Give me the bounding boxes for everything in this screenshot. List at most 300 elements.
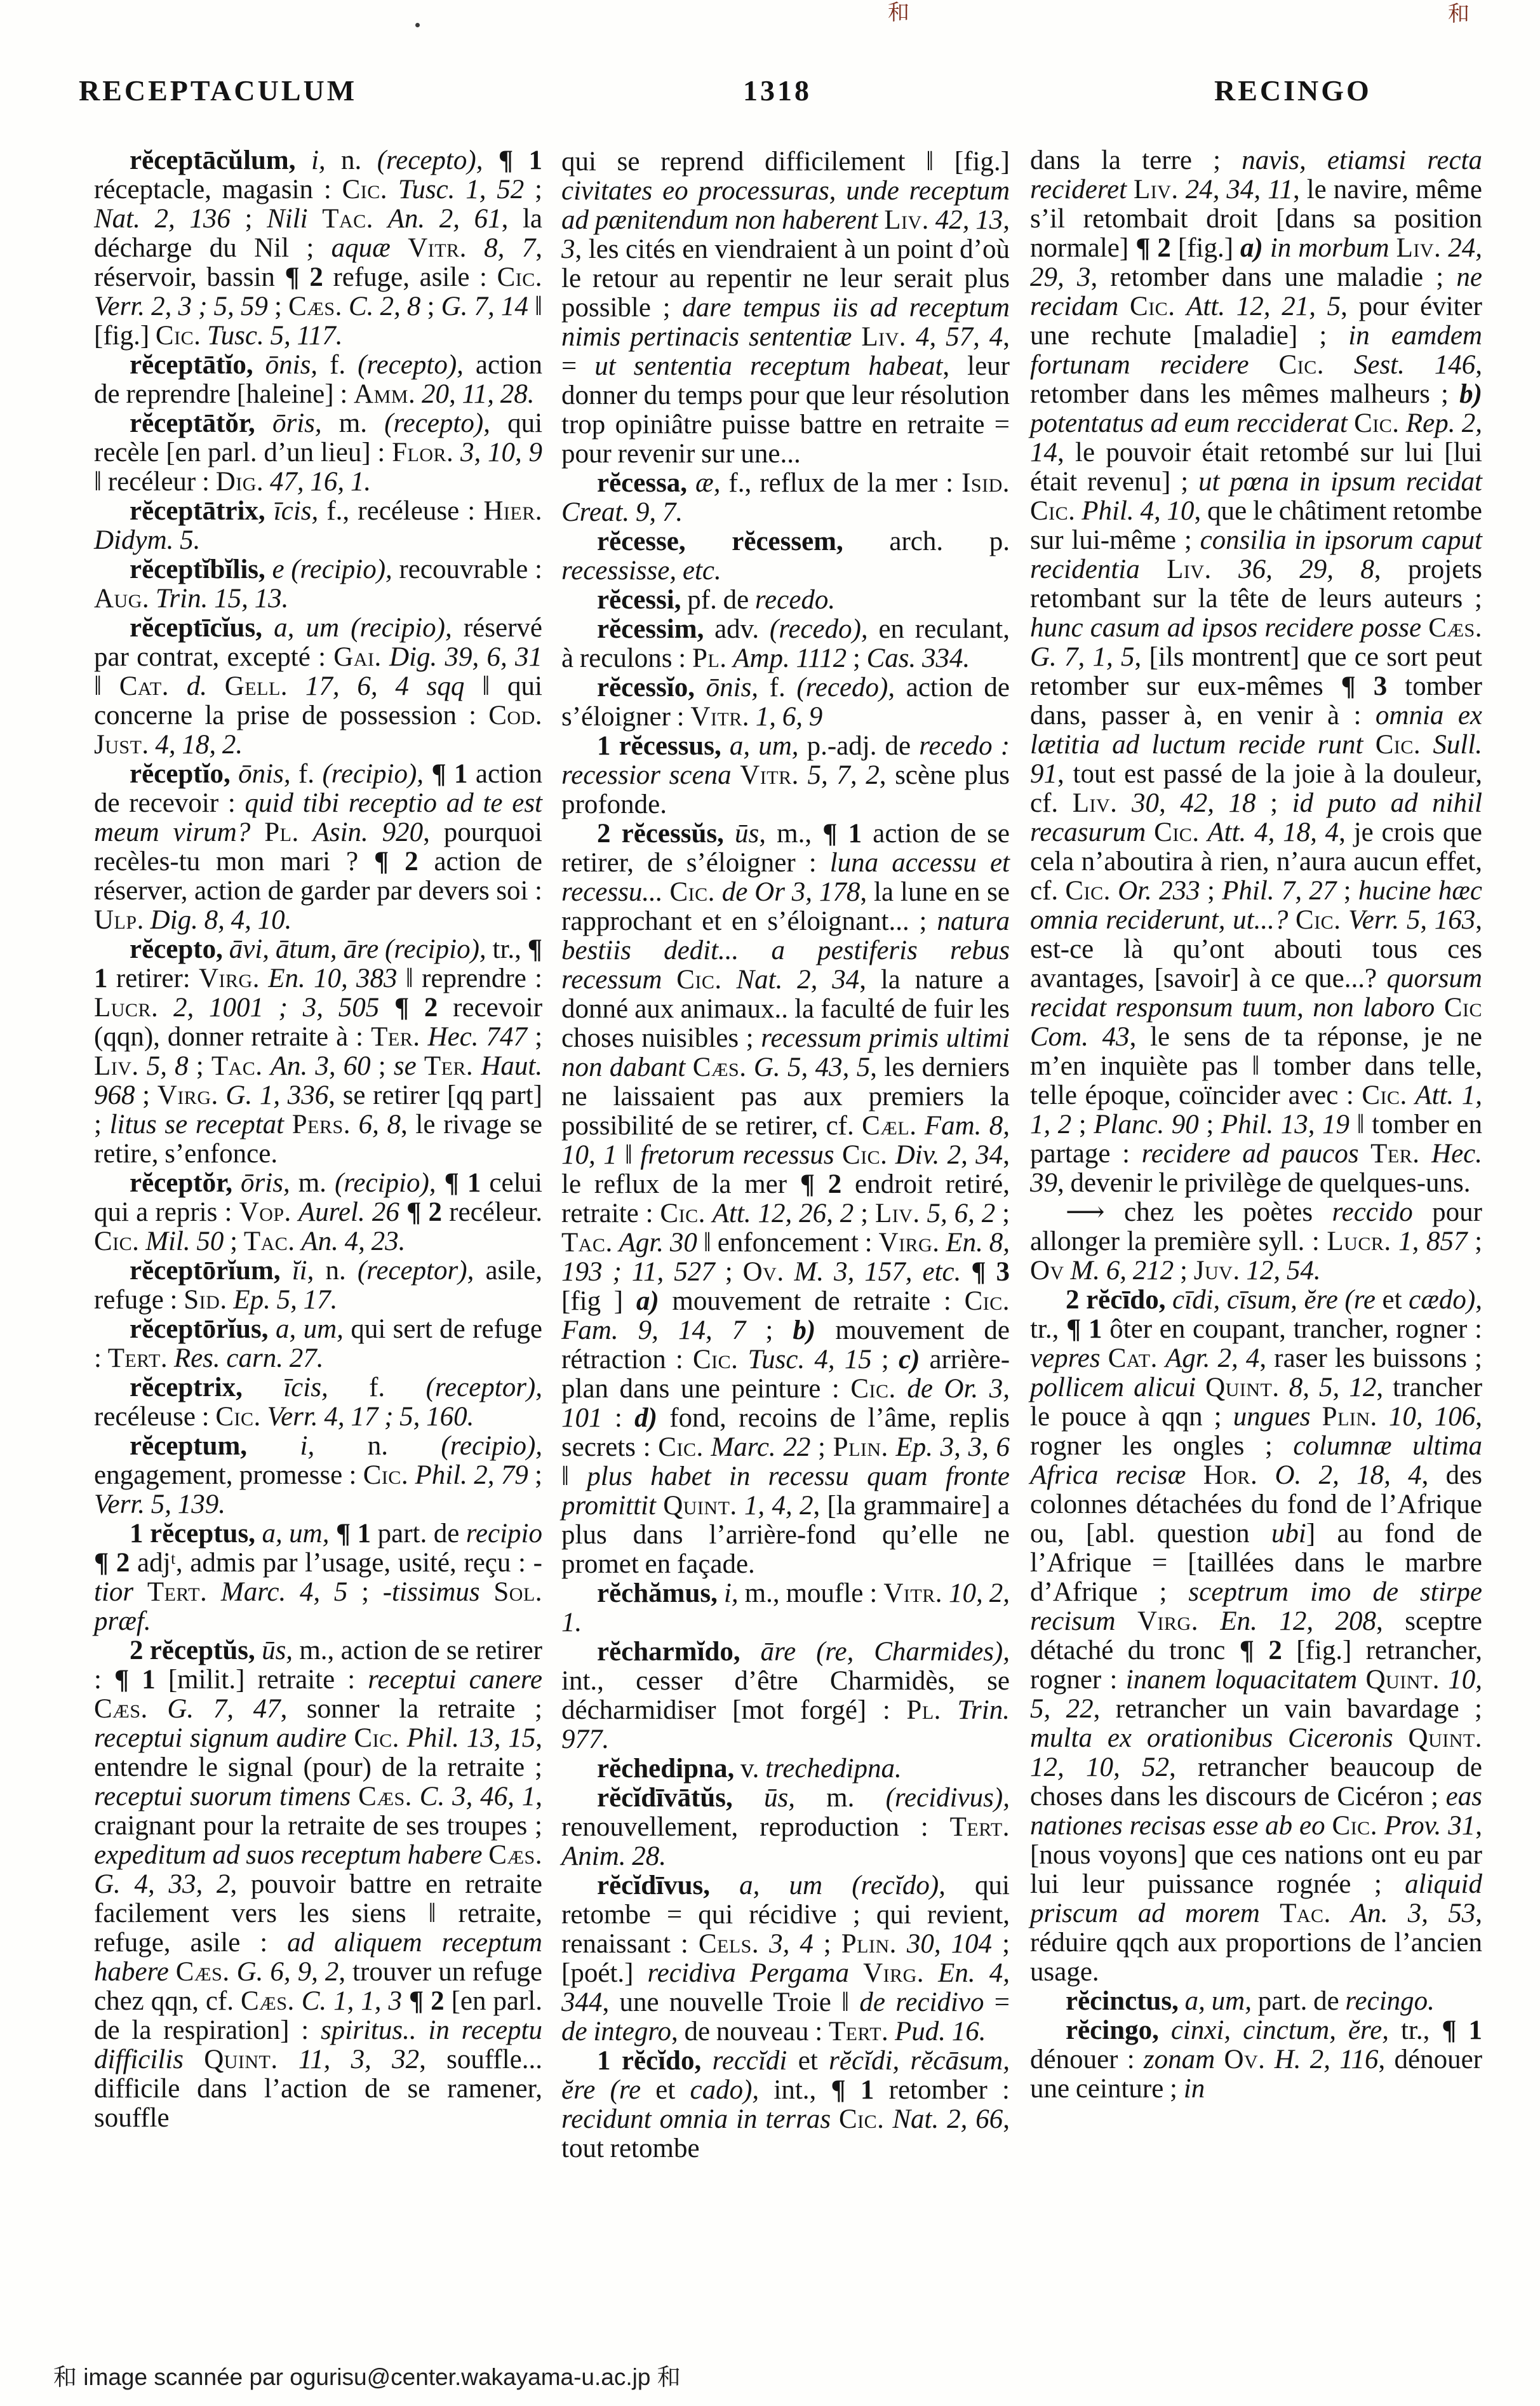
latin-citation: recedo. — [754, 585, 836, 615]
latin-citation: ōnis, — [265, 350, 318, 380]
latin-citation: eas nationes recisas esse ab eo — [1030, 1782, 1482, 1841]
author-abbrev: Cic. — [1296, 905, 1341, 935]
author-abbrev: Cæs. — [175, 1957, 230, 1987]
author-abbrev: Tert. — [949, 1812, 1010, 1842]
scan-artifact-stamp: 和 — [1448, 1, 1470, 27]
author-abbrev: Sid. — [184, 1285, 227, 1315]
headword-or-section: ¶ 1 — [444, 1168, 481, 1198]
author-abbrev: Vitr. — [690, 702, 750, 732]
author-abbrev: Ov. — [742, 1257, 784, 1287]
latin-citation: de recidivo — [859, 1987, 984, 2017]
latin-citation: Att. 1, 1, 2 — [1030, 1080, 1482, 1139]
author-abbrev: Cic. — [841, 1140, 888, 1170]
latin-citation: in eamdem fortunam recidere — [1030, 321, 1482, 380]
header-left-keyword: RECEPTACULUM — [79, 74, 358, 107]
author-abbrev: Cat. — [119, 671, 169, 701]
author-abbrev: Dig. — [215, 467, 264, 497]
entry-paragraph: 2 rĕcīdo, cīdi, cīsum, ĕre (re et cædo), tr., ¶ 1 ôter en coupant, trancher, rogner : vepres Cat. Agr. 2, 4, raser les buissons ; pollicem alicui Quint. 8, 5, 12, trancher le pouce à qqn ; ungues Plin. 10, 106, rogner les ongles ; columnæ ultima Africa recisæ Hor. O. 2, 18, 4, des colonnes détachées du fond de l’Afrique ou, [abl. question ubi] au fond de l’Afrique = [taillées dans le marbre d’Afrique ; sceptrum imo de stirpe recisum Virg. En. 12, 208, sceptre détaché du tronc ¶ 2 [fig.] retrancher, rogner : inanem loquacitatem Quint. 10, 5, 22, retrancher un vain bavardage ; multa ex orationibus Ciceronis Quint. 12, 10, 52, retrancher beaucoup de choses dans les discours de Cicéron ; eas nationes recisas esse ab eo Cic. Prov. 31, [nous voyons] que ces nations ont eu par lui leur puissance rognée ; aliquid priscum ad morem Tac. An. 3, 53, réduire qqch aux proportions de l’ancien usage. — [1030, 1285, 1483, 1987]
latin-citation: Phil. 2, 79 — [415, 1460, 528, 1490]
headword-or-section: rĕceptōrĭum, — [130, 1256, 281, 1286]
headword-or-section: rĕchămus, — [597, 1578, 718, 1608]
latin-citation: An. 4, 23. — [301, 1227, 406, 1256]
latin-citation: recidunt omnia in terras — [561, 2104, 831, 2134]
latin-citation: G. 6, 9, 2 — [236, 1957, 339, 1987]
headword-or-section: rĕcessi, — [597, 585, 681, 615]
headword-or-section: ¶ 2 — [408, 1986, 445, 2016]
latin-citation: omnia ex lætitia ad luctum recide runt — [1030, 701, 1482, 760]
latin-citation: Marc. 4, 5 — [220, 1577, 348, 1607]
latin-citation: i, — [300, 1431, 315, 1461]
latin-citation: potentatus ad eum recciderat — [1030, 408, 1348, 438]
latin-citation: a, um (recipio), — [274, 613, 452, 643]
latin-citation: i, — [723, 1578, 739, 1608]
latin-citation: Verr. 5, 139. — [94, 1489, 226, 1519]
author-abbrev: Plin. — [833, 1432, 888, 1462]
headword-or-section: ¶ 2 — [1239, 1636, 1282, 1665]
latin-citation: inanem loquacitatem — [1125, 1665, 1358, 1695]
latin-citation: recedo : recessior scena — [561, 731, 1010, 790]
author-abbrev: Cic. — [692, 1345, 739, 1374]
latin-citation: Haut. 968 — [94, 1051, 543, 1110]
headword-or-section: rĕchedipna, — [597, 1754, 735, 1784]
latin-citation: recessisse, etc. — [561, 556, 721, 586]
entry-paragraph: rĕceptīcĭus, a, um (recipio), réservé par contrat, excepté : Gai. Dig. 39, 6, 31 ‖ Cat. d. Gell. 17, 6, 4 sqq ‖ qui concerne la prise de possession : Cod. Just. 4, 18, 2. — [94, 613, 543, 760]
latin-citation: Dig. 39, 6, 31 — [389, 642, 542, 672]
latin-citation: pollicem alicui — [1030, 1373, 1196, 1402]
latin-citation: -tissimus — [382, 1577, 480, 1607]
latin-citation: 5, 8 — [146, 1051, 189, 1081]
latin-citation: Att. 12, 26, 2 — [712, 1199, 854, 1228]
headword-or-section: ¶ 1 — [822, 819, 862, 849]
author-abbrev: Cic. — [1375, 730, 1421, 760]
entry-paragraph: rĕceptācŭlum, i, n. (recepto), ¶ 1 réceptacle, magasin : Cic. Tusc. 1, 52 ; Nat. 2, 136 ; Nili Tac. An. 2, 61, la décharge du Nil ; aquæ Vitr. 8, 7, réservoir, bassin ¶ 2 refuge, asile : Cic. Verr. 2, 3 ; 5, 59 ; Cæs. C. 2, 8 ; G. 7, 14 ‖ [fig.] Cic. Tusc. 5, 117. — [94, 145, 543, 351]
headword-or-section: rĕceptĭbĭlis, — [130, 554, 265, 584]
entry-paragraph: 1 rĕceptus, a, um, ¶ 1 part. de recipio ¶ 2 adjᵗ, admis par l’usage, usité, reçu : -tior Tert. Marc. 4, 5 ; -tissimus Sol. præf. — [94, 1519, 543, 1636]
latin-citation: ad aliquem receptum habere — [94, 1928, 542, 1987]
latin-citation: 36, 29, 8 — [1238, 554, 1374, 584]
latin-citation: G. 5, 43, 5 — [753, 1052, 871, 1082]
latin-citation: Verr. 2, 3 ; 5, 59 — [94, 292, 268, 321]
entry-paragraph: rĕceptĭbĭlis, e (recipio), recouvrable : Aug. Trin. 15, 13. — [94, 554, 543, 614]
author-abbrev: Tert. — [828, 2017, 889, 2046]
latin-citation: ōnis, — [706, 673, 759, 702]
latin-citation: āre (re, Charmides), — [760, 1637, 1010, 1667]
latin-citation: 12, 10, 52 — [1030, 1752, 1169, 1782]
latin-citation: cīdi, cīsum, ĕre (re — [1172, 1285, 1376, 1315]
latin-citation: Hec. 39 — [1030, 1139, 1482, 1198]
latin-citation: (recepto), — [358, 350, 464, 380]
latin-citation: Trin. 977. — [561, 1695, 1010, 1754]
latin-citation: recidere ad paucos — [1141, 1139, 1359, 1169]
author-abbrev: Hier. — [483, 496, 542, 526]
latin-citation: sceptrum imo de stirpe recisum — [1030, 1577, 1482, 1636]
latin-citation: de Or 3, 178 — [721, 877, 860, 907]
author-abbrev: Tert. — [147, 1577, 208, 1607]
author-abbrev: Tert. — [107, 1343, 168, 1373]
headword-or-section: 2 rĕcīdo, — [1066, 1285, 1166, 1315]
latin-citation: ōris, — [241, 1168, 290, 1198]
headword-or-section: ¶ 1 — [1442, 2015, 1482, 2045]
latin-citation: 1, 6, 9 — [755, 702, 823, 732]
latin-citation: de Or. 3, 101 — [561, 1374, 1010, 1433]
column-2 — [561, 147, 1010, 2163]
latin-citation: 17, 6, 4 sqq — [305, 671, 465, 701]
headword-or-section: rĕcessa, — [597, 468, 688, 498]
latin-citation: recingo. — [1345, 1986, 1435, 2016]
latin-citation: Agr. 30 — [619, 1228, 697, 1258]
headword-or-section: rĕceptātrix, — [130, 496, 265, 526]
headword-or-section: rĕcharmĭdo, — [597, 1637, 740, 1667]
latin-citation: ūs, — [764, 1783, 795, 1813]
scan-speck — [415, 23, 420, 27]
entry-paragraph: rĕcessĭo, ōnis, f. (recedo), action de s’éloigner : Vitr. 1, 6, 9 — [561, 673, 1010, 732]
latin-citation: Ep. 3, 3, 6 — [895, 1432, 1010, 1462]
headword-or-section: rĕceptĭo, — [130, 759, 231, 789]
latin-citation: 5, 7, 2 — [807, 760, 880, 790]
latin-citation: natura bestiis dedit... a pestiferis rebus recessum — [561, 906, 1010, 995]
headword-or-section: ¶ 2 — [94, 1548, 130, 1578]
author-abbrev: Pers. — [291, 1110, 351, 1139]
headword-or-section: rĕcingo, — [1066, 2015, 1159, 2045]
latin-citation: Rep. 2, 14 — [1030, 408, 1483, 467]
author-abbrev: Cæs. — [692, 1052, 747, 1082]
headword-or-section: ¶ 2 — [285, 262, 323, 292]
author-abbrev: Ulp. — [94, 905, 144, 935]
author-abbrev: Cic. — [838, 2104, 885, 2134]
author-abbrev: Cic. — [215, 1402, 261, 1432]
latin-citation: a, um, — [262, 1519, 330, 1549]
latin-citation: ōris, — [272, 408, 322, 438]
latin-citation: (recipio), — [441, 1431, 543, 1461]
entry-paragraph: 2 rĕceptŭs, ūs, m., action de se retirer : ¶ 1 [milit.] retraite : receptui canere Cæs. G. 7, 47, sonner la retraite ; receptui signum audire Cic. Phil. 13, 15, entendre le signal (pour) de la retraite ; receptui suorum timens Cæs. C. 3, 46, 1, craignant pour la retraite de ses troupes ; expeditum ad suos receptum habere Cæs. G. 4, 33, 2, pouvoir battre en retraite facilement vers les siens ‖ retraite, refuge, asile : ad aliquem receptum habere Cæs. G. 6, 9, 2, trouver un refuge chez qqn, cf. Cæs. C. 1, 1, 3 ¶ 2 [en parl. de la respiration] : spiritus.. in receptu difficilis Quint. 11, 3, 32, souffle... difficile dans l’action de se ramener, souffle — [94, 1636, 543, 2133]
headword-or-section: 1 rĕcĭdo, — [597, 2046, 702, 2076]
headword-or-section: 1 rĕceptus, — [130, 1519, 255, 1549]
latin-citation: (recipio), — [334, 1168, 436, 1198]
latin-citation: Agr. 2, 4 — [1165, 1343, 1260, 1373]
latin-citation: rĕcĭdi, rĕcāsum, ĕre (re — [561, 2046, 1010, 2105]
author-abbrev: Liv. — [884, 205, 929, 235]
latin-citation: Fam. 8, 10, 1 — [561, 1111, 1010, 1170]
entry-paragraph: rĕcingo, cinxi, cinctum, ĕre, tr., ¶ 1 dénouer : zonam Ov. H. 2, 116, dénouer une ceinture ; in — [1030, 2015, 1483, 2104]
latin-citation: quorsum recidat responsum tuum, non laboro — [1030, 964, 1482, 1023]
author-abbrev: Liv. — [1134, 175, 1179, 205]
author-abbrev: Cat. — [1108, 1343, 1158, 1373]
latin-citation: Phil. 4, 10 — [1081, 496, 1195, 526]
author-abbrev: Flor. — [392, 438, 454, 467]
latin-citation: 3, 10, 9 — [460, 438, 543, 467]
author-abbrev: Virg. — [1137, 1606, 1198, 1636]
headword-or-section: rĕceptŏr, — [130, 1168, 232, 1198]
sub-item-letter: d) — [634, 1403, 657, 1433]
latin-citation: Nat. 2, 66 — [892, 2104, 1003, 2134]
author-abbrev: Ov. — [1224, 2045, 1266, 2074]
latin-citation: G. 7, 14 — [441, 292, 528, 321]
entry-paragraph: rĕceptātĭo, ōnis, f. (recepto), action de reprendre [haleine] : Amm. 20, 11, 28. — [94, 350, 542, 409]
scan-credit-line: 和 image scannée par ogurisu@center.wakayama-u.ac.jp 和 — [53, 2364, 681, 2390]
author-abbrev: Vitr. — [883, 1578, 942, 1608]
latin-citation: Fam. 9, 14, 7 — [561, 1315, 746, 1345]
latin-citation: Nat. 2, 34 — [736, 965, 860, 995]
headword-or-section: ¶ 2 — [373, 847, 418, 877]
latin-citation: Or. 233 — [1118, 876, 1200, 906]
sub-item-letter: a) — [1240, 233, 1263, 263]
latin-citation: 10, 2, 1. — [561, 1578, 1010, 1637]
latin-citation: 10, 106 — [1388, 1402, 1476, 1432]
author-abbrev: Pl. — [906, 1695, 941, 1725]
latin-citation: e (recipio), — [272, 554, 392, 584]
latin-citation: præf. — [94, 1606, 151, 1636]
latin-citation: receptui signum audire — [94, 1723, 347, 1753]
latin-citation: aliquid priscum ad morem — [1030, 1869, 1482, 1928]
author-abbrev: Cæs. — [288, 292, 342, 321]
latin-citation: d. — [186, 671, 207, 701]
latin-citation: En. 4, 344 — [561, 1958, 1010, 2017]
latin-citation: (recedo), — [769, 614, 868, 644]
author-abbrev: Gell. — [224, 671, 288, 701]
latin-citation: hucine hæc omnia reciderunt, ut...? — [1030, 876, 1482, 935]
author-abbrev: Cæs. — [488, 1840, 542, 1870]
author-abbrev: Quint. — [663, 1491, 737, 1521]
entry-paragraph: rĕceptum, i, n. (recipio), engagement, promesse : Cic. Phil. 2, 79 ; Verr. 5, 139. — [94, 1431, 543, 1519]
latin-citation: reccĭdi — [712, 2046, 787, 2076]
sub-item-letter: c) — [898, 1345, 920, 1374]
author-abbrev: Plin. — [1322, 1402, 1377, 1432]
latin-citation: Div. 2, 34 — [895, 1140, 1003, 1170]
latin-citation: id puto ad nihil recasurum — [1030, 788, 1483, 847]
headword-or-section: rĕcĭdīvus, — [597, 1871, 710, 1900]
author-abbrev: Cic. — [1354, 408, 1400, 438]
author-abbrev: Amm. — [354, 379, 416, 409]
author-abbrev: Liv. — [1072, 788, 1118, 818]
latin-citation: Verr. 4, 17 ; 5, 160. — [267, 1402, 474, 1432]
author-abbrev: Cæs. — [94, 1694, 148, 1724]
latin-citation: cædo), — [1409, 1285, 1482, 1315]
latin-citation: -tior — [94, 1548, 542, 1607]
author-abbrev: Lucr. — [1327, 1227, 1391, 1256]
latin-citation: 24, 34, 11 — [1185, 175, 1293, 205]
latin-citation: Asin. 920 — [312, 817, 424, 847]
headword-or-section: rĕcinctus, — [1066, 1986, 1179, 2016]
latin-citation: Phil. 7, 27 — [1222, 876, 1337, 906]
latin-citation: (recidivus), — [885, 1783, 1010, 1813]
headword-or-section: ¶ 2 — [1135, 233, 1171, 263]
headword-or-section: rĕceptrix, — [130, 1373, 243, 1402]
latin-citation: Nat. 2, 136 — [94, 204, 231, 234]
latin-citation: An. 3, 60 — [270, 1051, 371, 1081]
latin-citation: C. 1, 1, 3 — [301, 1986, 402, 2016]
author-abbrev: Hor. — [1203, 1460, 1258, 1490]
latin-citation: O. 2, 18, 4 — [1275, 1460, 1422, 1490]
entry-paragraph: rĕceptōrĭum, ĭi, n. (receptor), asile, refuge : Sid. Ep. 5, 17. — [94, 1256, 542, 1315]
entry-paragraph: rĕcĭdīvātŭs, ūs, m. (recidivus), renouvellement, reproduction : Tert. Anim. 28. — [561, 1783, 1010, 1871]
latin-citation: (recepto), — [384, 408, 490, 438]
latin-citation: Pud. 16. — [895, 2017, 986, 2046]
author-abbrev: Cic. — [354, 1723, 399, 1753]
latin-citation: a, um, — [729, 731, 799, 761]
author-abbrev: Cic. — [658, 1432, 704, 1462]
latin-citation: zonam — [1143, 2045, 1215, 2074]
sub-item-letter: b) — [1459, 379, 1482, 409]
latin-citation: īcis, — [283, 1373, 328, 1402]
author-abbrev: Liv. — [1396, 233, 1442, 263]
headword-or-section: ¶ 1 — [335, 1519, 372, 1549]
headword-or-section: ¶ 3 — [971, 1257, 1010, 1287]
entry-paragraph: rĕceptātŏr, ōris, m. (recepto), qui recèle [en parl. d’un lieu] : Flor. 3, 10, 9 ‖ recéleur : Dig. 47, 16, 1. — [94, 408, 543, 497]
headword-or-section: ¶ 2 — [800, 1169, 842, 1199]
headword-or-section: rĕcĭdīvātŭs, — [597, 1783, 733, 1813]
latin-citation: En. 12, 208 — [1220, 1606, 1377, 1636]
author-abbrev: Quint. — [1365, 1665, 1440, 1695]
latin-citation: Amp. 1112 — [733, 643, 847, 673]
latin-citation: in morbum — [1269, 233, 1389, 263]
author-abbrev: Cic. — [964, 1286, 1010, 1316]
latin-citation: Didym. 5. — [94, 525, 201, 555]
author-abbrev: Aug. — [94, 584, 150, 614]
headword-or-section: 1 rĕcessus, — [597, 731, 721, 761]
latin-citation: ūs, — [735, 819, 766, 849]
headword-or-section: ¶ 1 — [1066, 1314, 1102, 1344]
headword-or-section: rĕceptīcĭus, — [130, 613, 262, 643]
latin-citation: i, — [311, 145, 326, 175]
author-abbrev: Cels. — [698, 1929, 760, 1959]
headword-or-section: rĕcessĭo, — [597, 673, 695, 702]
latin-citation: ĭi, — [291, 1256, 314, 1286]
latin-citation: 12, 54. — [1246, 1256, 1321, 1286]
latin-citation: 8, 5, 12 — [1289, 1373, 1377, 1402]
latin-citation: dare tempus iis ad receptum nimis pertinacis sententiæ — [561, 293, 1010, 352]
author-abbrev: Cic. — [669, 877, 715, 907]
latin-citation: 1, 857 — [1398, 1227, 1468, 1256]
headword-or-section: ¶ 1 — [498, 145, 543, 175]
headword-or-section: ¶ 3 — [1341, 671, 1388, 701]
latin-citation: reccido — [1332, 1197, 1413, 1227]
latin-citation: Com. 43 — [1030, 1022, 1130, 1052]
latin-citation: Cas. 334. — [866, 643, 970, 673]
latin-citation: Dig. 8, 4, 10. — [150, 905, 292, 935]
latin-citation: Phil. 13, 19 — [1221, 1110, 1349, 1139]
author-abbrev: Juv. — [1193, 1256, 1240, 1286]
latin-citation: 30, 104 — [906, 1929, 993, 1959]
entry-paragraph: 2 rĕcessŭs, ūs, m., ¶ 1 action de se retirer, de s’éloigner : luna accessu et recessu... Cic. de Or 3, 178, la lune en se rapprochant et en s’éloignant... ; natura bestiis dedit... a pestiferis rebus recessum Cic. Nat. 2, 34, la nature a donné aux animaux.. la faculté de fuir les choses nuisibles ; recessum primis ultimi non dabant Cæs. G. 5, 43, 5, les derniers ne laissaient pas aux premiers la possibilité de se retirer, cf. Cæl. Fam. 8, 10, 1 ‖ fretorum recessus Cic. Div. 2, 34, le reflux de la mer ¶ 2 endroit retiré, retraite : Cic. Att. 12, 26, 2 ; Liv. 5, 6, 2 ; Tac. Agr. 30 ‖ enfoncement : Virg. En. 8, 193 ; 11, 527 ; Ov. M. 3, 157, etc. ¶ 3 [fig ] a) mouvement de retraite : Cic. Fam. 9, 14, 7 ; b) mouvement de rétraction : Cic. Tusc. 4, 15 ; c) arrière-plan dans une peinture : Cic. de Or. 3, 101 : d) fond, recoins de l’âme, replis secrets : Cic. Marc. 22 ; Plin. Ep. 3, 3, 6 ‖ plus habet in recessu quam fronte promittit Quint. 1, 4, 2, [la grammaire] a plus dans l’arrière-fond qu’elle ne promet en façade. — [561, 819, 1010, 1579]
latin-citation: īcis, — [273, 496, 319, 526]
headword-or-section: ¶ 1 — [431, 759, 468, 789]
headword-or-section: rĕceptōrĭus, — [130, 1314, 269, 1344]
author-abbrev: Cic. — [363, 1460, 409, 1490]
author-abbrev: Quint. — [1408, 1723, 1482, 1753]
author-abbrev: Ter. — [424, 1051, 474, 1081]
entry-paragraph: 1 rĕcĭdo, reccĭdi et rĕcĭdi, rĕcāsum, ĕre (re et cado), int., ¶ 1 retomber : recidunt omnia in terras Cic. Nat. 2, 66, tout retombe — [561, 2046, 1010, 2163]
author-abbrev: Gai. — [333, 642, 382, 672]
entry-paragraph: rĕcesse, rĕcessem, arch. p. recessisse, etc. — [561, 527, 1010, 586]
headword-or-section: ¶ 2 — [406, 1197, 443, 1227]
latin-citation: En. 8, 193 ; 11, 527 — [561, 1228, 1010, 1287]
latin-citation: consilia in ipsorum caput recidentia — [1030, 525, 1483, 584]
latin-citation: G. 4, 33, 2 — [94, 1869, 231, 1899]
author-abbrev: Virg. — [878, 1228, 940, 1258]
headword-or-section: 2 rĕcessŭs, — [597, 819, 724, 849]
author-abbrev: Cic. — [1362, 1080, 1407, 1110]
author-abbrev: Cæs. — [358, 1782, 412, 1811]
author-abbrev: Plin. — [841, 1929, 897, 1959]
entry-paragraph: rĕceptŏr, ōris, m. (recipio), ¶ 1 celui qui a repris : Vop. Aurel. 26 ¶ 2 recéleur. Cic. Mil. 50 ; Tac. An. 4, 23. — [94, 1168, 543, 1256]
latin-citation: Trin. 15, 13. — [155, 584, 289, 614]
author-abbrev: Cæs. — [1428, 613, 1482, 643]
author-abbrev: Cic. — [94, 1227, 140, 1256]
author-abbrev: Cic. — [1030, 496, 1076, 526]
author-abbrev: Vop. — [239, 1197, 291, 1227]
latin-citation: Att. 12, 21, 5 — [1186, 292, 1341, 321]
latin-citation: H. 2, 116 — [1274, 2045, 1379, 2074]
headword-or-section: rĕcessim, — [597, 614, 704, 644]
entry-paragraph: rĕchedipna, v. trechedipna. — [597, 1754, 902, 1784]
entry-paragraph: qui se reprend difficilement ‖ [fig.] civitates eo processuras, unde receptum ad pænitendum non haberent Liv. 42, 13, 3, les cités en viendraient à un point d’où le retour au repentir ne leur serait plus possible ; dare tempus iis ad receptum nimis pertinacis sententiæ Liv. 4, 57, 4, = ut sententia receptum habeat, leur donner du temps pour que leur résolution trop opiniâtre puisse battre en retraite = pour revenir sur une... — [561, 147, 1010, 469]
author-abbrev: Liv. — [94, 1051, 139, 1081]
latin-citation: C. 2, 8 — [348, 292, 421, 321]
latin-citation: Sest. 146 — [1353, 350, 1476, 380]
latin-citation: 47, 16, 1. — [269, 467, 372, 497]
latin-citation: ungues — [1233, 1402, 1311, 1432]
headword-or-section: ¶ 2 — [394, 993, 438, 1023]
latin-citation: Creat. 9, 7. — [561, 497, 683, 527]
entry-paragraph: rĕcinctus, a, um, part. de recingo. — [1066, 1986, 1435, 2016]
headword-or-section: rĕceptum, — [130, 1431, 248, 1461]
entry-paragraph: 1 rĕcessus, a, um, p.-adj. de recedo : recessior scena Vitr. 5, 7, 2, scène plus profonde. — [561, 731, 1010, 819]
author-abbrev: Vitr. — [740, 760, 799, 790]
latin-citation: recidiva Pergama — [647, 1958, 849, 1988]
latin-citation: Tusc. 1, 52 — [398, 175, 525, 205]
latin-citation: Ep. 5, 17. — [233, 1285, 338, 1315]
author-abbrev: Cic. — [676, 965, 722, 995]
latin-citation: ne recidam — [1030, 262, 1483, 321]
author-abbrev: Lucr. — [94, 993, 159, 1023]
latin-citation: Planc. 90 — [1094, 1110, 1199, 1139]
latin-citation: Verr. 5, 163 — [1348, 905, 1476, 935]
latin-citation: a, um, — [1184, 1986, 1252, 2016]
author-abbrev: Liv. — [861, 322, 907, 352]
latin-citation: (recipio), — [322, 759, 424, 789]
latin-citation: receptui canere — [368, 1665, 542, 1695]
author-abbrev: Cic. — [1278, 350, 1324, 380]
latin-citation: se — [393, 1051, 417, 1081]
column-3 — [1030, 146, 1482, 2104]
entry-paragraph: rĕcessa, æ, f., reflux de la mer : Isid. Creat. 9, 7. — [561, 468, 1010, 527]
entry-paragraph: rĕceptātrix, īcis, f., recéleuse : Hier. Didym. 5. — [94, 496, 542, 555]
author-abbrev: Cic. — [660, 1199, 706, 1228]
author-abbrev: Virg. — [198, 964, 260, 993]
author-abbrev: Cic. — [155, 321, 201, 351]
latin-citation: expeditum ad suos receptum habere — [94, 1840, 483, 1870]
latin-citation: receptui suorum timens — [94, 1782, 351, 1811]
header-right-keyword: RECINGO — [1214, 74, 1372, 107]
headword-or-section: rĕcesse, rĕcessem, — [597, 527, 843, 556]
latin-citation: G. 7, 47 — [167, 1694, 281, 1724]
entry-paragraph: rĕcessi, pf. de recedo. — [597, 585, 836, 615]
latin-citation: Prov. 31 — [1384, 1811, 1476, 1841]
column-1 — [94, 146, 542, 2133]
latin-citation: 11, 3, 32 — [298, 2045, 420, 2074]
latin-citation: multa ex orationibus Ciceronis — [1030, 1723, 1393, 1753]
latin-citation: 4, 57, 4 — [915, 322, 1003, 352]
latin-citation: 4, 18, 2. — [155, 730, 243, 760]
latin-citation: M. 6, 212 — [1070, 1256, 1174, 1286]
latin-citation: luna accessu et recessu... — [561, 848, 1010, 907]
headword-or-section: ¶ 1 — [94, 934, 542, 993]
latin-citation: Anim. 28. — [561, 1841, 667, 1871]
latin-citation: Tusc. 5, 117. — [207, 321, 343, 351]
author-abbrev: Cod. Just. — [94, 701, 542, 760]
latin-citation: 6, 8 — [358, 1110, 401, 1139]
latin-citation: de integro — [561, 2017, 671, 2046]
